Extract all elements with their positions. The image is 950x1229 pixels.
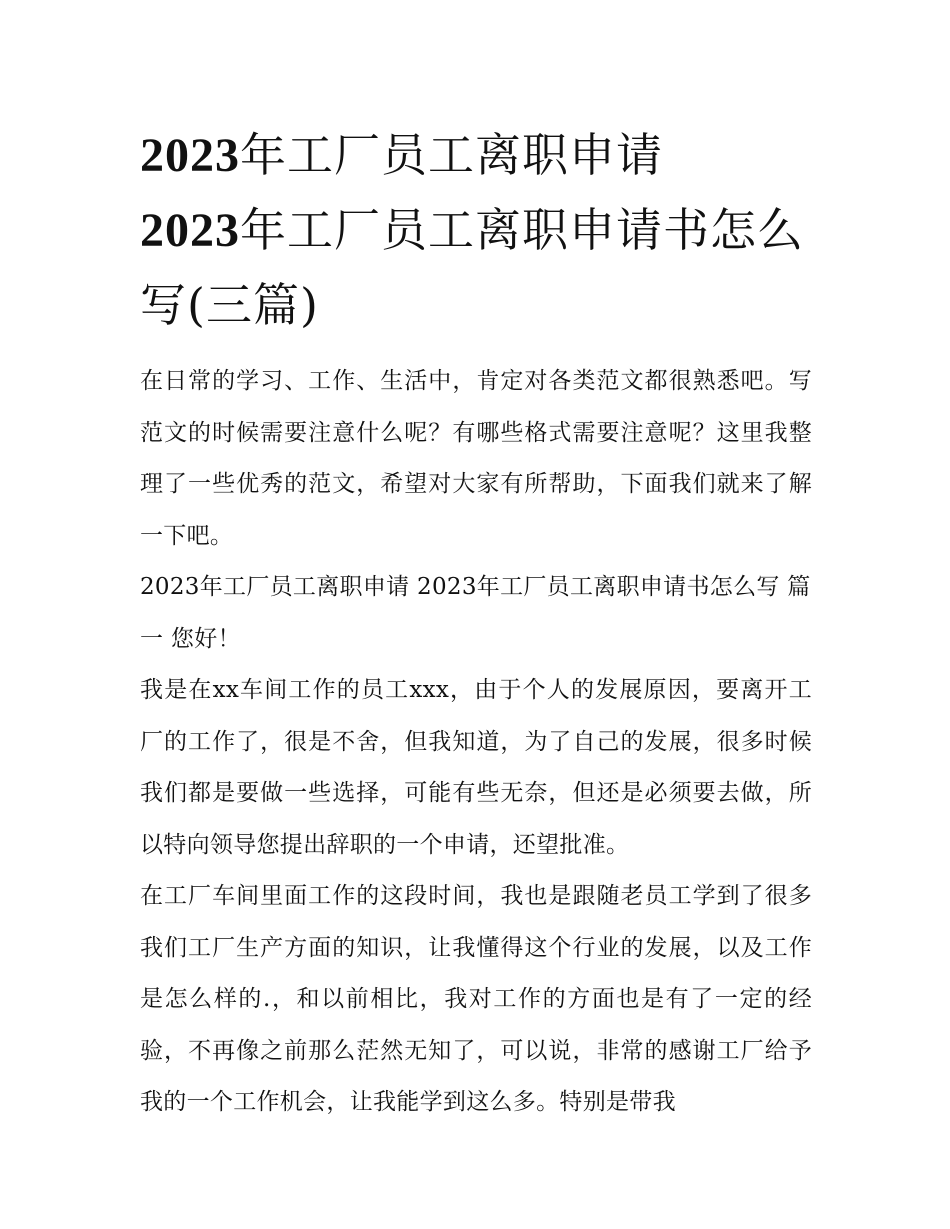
- paragraph-intro: 在日常的学习、工作、生活中，肯定对各类范文都很熟悉吧。写范文的时候需要注意什么呢？有哪些格式需要注意呢？这里我整理了一些优秀的范文，希望对大家有所帮助，下面我们就来了解一下吧。: [140, 368, 812, 549]
- title-text-2: 年工厂员工离职申请书怎么写(三篇): [140, 203, 804, 332]
- title-year-1: 2023: [140, 129, 240, 182]
- title-year-2: 2023: [140, 204, 240, 257]
- paragraph-body-2: 在工厂车间里面工作的这段时间，我也是跟随老员工学到了很多我们工厂生产方面的知识，让我懂得这个行业的发展，以及工作是怎么样的.，和以前相比，我对工作的方面也是有了一定的经验，不再像之前那么茫然无知了，可以说，非常的感谢工厂给予我的一个工作机会，让我能学到这么多。特别是带我: [140, 883, 812, 1115]
- document-title: [140, 118, 812, 342]
- paragraph-body-1: 我是在xx车间工作的员工xxx，由于个人的发展原因，要离开工厂的工作了，很是不舍，但我知道，为了自己的发展，很多时候我们都是要做一些选择，可能有些无奈，但还是必须要去做，所以特向领导您提出辞职的一个申请，还望批准。: [140, 677, 812, 858]
- title-text-1: 年工厂员工离职申请: [240, 128, 663, 182]
- document-body: [140, 356, 812, 1129]
- document-page: [140, 118, 812, 1129]
- paragraph-heading: 2023年工厂员工离职申请 2023年工厂员工离职申请书怎么写 篇一 您好！: [140, 574, 811, 652]
